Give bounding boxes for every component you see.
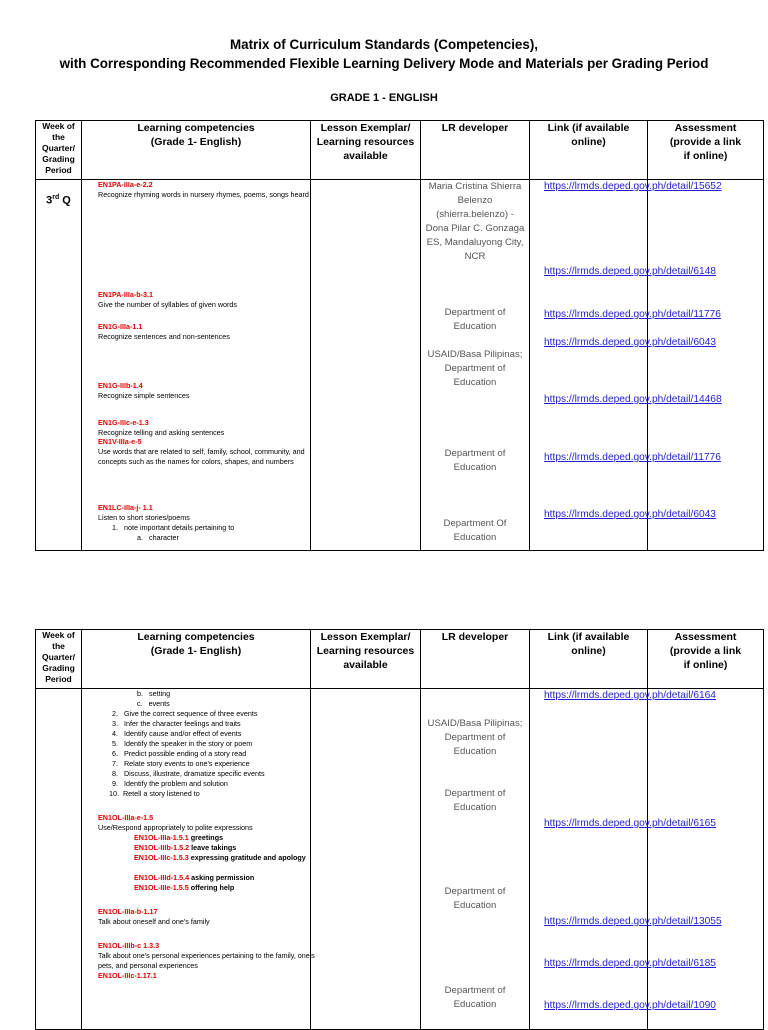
developer-cell bbox=[421, 180, 530, 551]
header-link: Link (if available online) bbox=[530, 630, 648, 689]
sub-item: 3. Infer the character feelings and traits bbox=[112, 719, 241, 728]
competencies-cell bbox=[82, 180, 311, 551]
sub-item: c. events bbox=[137, 699, 170, 708]
header-link: Link (if available online) bbox=[530, 121, 648, 180]
header-developer: LR developer bbox=[421, 630, 530, 689]
competency-table-2 bbox=[35, 629, 764, 1030]
sub-item: 7. Relate story events to one's experience bbox=[112, 759, 250, 768]
competency-code: EN1PA-IIIa-b-3.1 bbox=[98, 290, 153, 299]
sub-item: 9. Identify the problem and solution bbox=[112, 779, 228, 788]
competency-code: EN1G-IIIb-1.4 bbox=[98, 381, 143, 390]
resource-link[interactable]: https://lrmds.deped.gov.ph/detail/11776 bbox=[544, 309, 721, 320]
competency-code: EN1G-IIIc-e-1.3 bbox=[98, 418, 149, 427]
developer-text: Department of Education bbox=[444, 788, 506, 813]
resource-link[interactable]: https://lrmds.deped.gov.ph/detail/6043 bbox=[544, 337, 716, 348]
competency-text: Recognize rhyming words in nursery rhymes, poems, songs heard bbox=[98, 190, 309, 199]
competency-code: EN1LC-IIIa-j- 1.1 bbox=[98, 503, 153, 512]
header-week: Week of the Quarter/ Grading Period bbox=[36, 121, 82, 180]
competency-text: Talk about oneself and one's family bbox=[98, 917, 210, 926]
competency-text: Listen to short stories/poems bbox=[98, 513, 190, 522]
sub-item: a. character bbox=[137, 533, 179, 542]
competencies-cell bbox=[82, 689, 315, 1030]
developer-text: Department of Education bbox=[444, 886, 506, 911]
developer-text: Department of Education bbox=[444, 307, 506, 332]
sub-item: b. setting bbox=[137, 689, 171, 698]
resource-link[interactable]: https://lrmds.deped.gov.ph/detail/6043 bbox=[544, 509, 716, 520]
polite-sub-item: EN1OL-IIIc-1.5.3 expressing gratitude and apology bbox=[134, 853, 306, 862]
polite-sub-item: EN1OL-IIIb-1.5.2 leave takings bbox=[134, 843, 237, 852]
quarter-label: 3rd Q bbox=[46, 194, 71, 207]
competency-text: Use words that are related to self, family, school, community, and concepts such as the names for colors, shapes, and numbers bbox=[98, 447, 305, 466]
competency-code: EN1OL-IIIb-c 1.3.3 bbox=[98, 941, 160, 950]
competency-text: Use/Respond appropriately to polite expressions bbox=[98, 823, 253, 832]
developer-text: Department of Education bbox=[444, 448, 506, 473]
resource-link[interactable]: https://lrmds.deped.gov.ph/detail/6164 bbox=[544, 690, 716, 701]
table-row bbox=[36, 689, 764, 1030]
competency-table-1 bbox=[35, 120, 764, 551]
polite-sub-item: EN1OL-IIIa-1.5.1 greetings bbox=[134, 833, 224, 842]
table-header-row bbox=[36, 630, 764, 689]
developer-text: Department of Education bbox=[444, 985, 506, 1010]
grade-title: GRADE 1 - ENGLISH bbox=[330, 92, 438, 104]
assessment-cell bbox=[648, 180, 764, 551]
resource-link[interactable]: https://lrmds.deped.gov.ph/detail/11776 bbox=[544, 452, 721, 463]
competency-code: EN1OL-IIIa-e-1.5 bbox=[98, 813, 154, 822]
competency-text: Give the number of syllables of given words bbox=[98, 300, 238, 309]
quarter-cell bbox=[36, 689, 82, 1030]
quarter-cell bbox=[36, 180, 82, 551]
link-cell bbox=[530, 689, 722, 1030]
header-exemplar: Lesson Exemplar/ Learning resources available bbox=[311, 121, 421, 180]
document-title-line-2: with Corresponding Recommended Flexible Learning Delivery Mode and Materials per Grading Period bbox=[59, 56, 709, 71]
developer-text: USAID/Basa Pilipinas; Department of Education bbox=[427, 349, 523, 388]
sub-item: 6. Predict possible ending of a story read bbox=[112, 749, 247, 758]
assessment-cell bbox=[648, 689, 764, 1030]
header-competencies: Learning competencies (Grade 1- English) bbox=[82, 630, 311, 689]
competency-text: Recognize simple sentences bbox=[98, 391, 190, 400]
developer-cell bbox=[421, 689, 530, 1030]
developer-text: USAID/Basa Pilipinas; Department of Education bbox=[427, 718, 523, 757]
exemplar-cell bbox=[311, 180, 421, 551]
resource-link[interactable]: https://lrmds.deped.gov.ph/detail/6185 bbox=[544, 958, 716, 969]
competency-code: EN1V-IIIa-e-5 bbox=[98, 437, 142, 446]
resource-link[interactable]: https://lrmds.deped.gov.ph/detail/13055 bbox=[544, 916, 722, 927]
header-exemplar: Lesson Exemplar/ Learning resources available bbox=[311, 630, 421, 689]
resource-link[interactable]: https://lrmds.deped.gov.ph/detail/6148 bbox=[544, 266, 716, 277]
resource-link[interactable]: https://lrmds.deped.gov.ph/detail/14468 bbox=[544, 394, 722, 405]
header-developer: LR developer bbox=[421, 121, 530, 180]
sub-item: 10. Retell a story listened to bbox=[109, 789, 200, 798]
document-title-line-1: Matrix of Curriculum Standards (Competencies), bbox=[229, 37, 539, 52]
link-cell bbox=[530, 180, 722, 551]
sub-item: 8. Discuss, illustrate, dramatize specific events bbox=[112, 769, 265, 778]
header-week: Week of the Quarter/ Grading Period bbox=[36, 630, 82, 689]
competency-code: EN1OL-IIIc-1.17.1 bbox=[98, 971, 157, 980]
polite-sub-item: EN1OL-IIId-1.5.4 asking permission bbox=[134, 873, 255, 882]
developer-text: Maria Cristina Shierra Belenzo (shierra.belenzo) - Dona Pilar C. Gonzaga ES, Mandaluyong City, NCR bbox=[425, 181, 525, 262]
competency-text: Recognize sentences and non-sentences bbox=[98, 332, 230, 341]
competency-code: EN1OL-IIIa-b-1.17 bbox=[98, 907, 158, 916]
sub-item: 1. note important details pertaining to bbox=[112, 523, 235, 532]
polite-sub-item: EN1OL-IIIe-1.5.5 offering help bbox=[134, 883, 235, 892]
table-row bbox=[36, 180, 764, 551]
resource-link[interactable]: https://lrmds.deped.gov.ph/detail/15652 bbox=[544, 181, 722, 192]
developer-text: Department Of Education bbox=[443, 518, 507, 543]
header-assessment: Assessment (provide a link if online) bbox=[648, 630, 764, 689]
competency-text: Talk about one's personal experiences pertaining to the family, one's pets, and personal experiences bbox=[98, 951, 315, 970]
sub-item: 4. Identify cause and/or effect of events bbox=[112, 729, 242, 738]
exemplar-cell bbox=[311, 689, 421, 1030]
competency-code: EN1G-IIIa-1.1 bbox=[98, 322, 143, 331]
header-competencies: Learning competencies (Grade 1- English) bbox=[82, 121, 311, 180]
resource-link[interactable]: https://lrmds.deped.gov.ph/detail/1090 bbox=[544, 1000, 716, 1011]
sub-item: 5. Identify the speaker in the story or poem bbox=[112, 739, 253, 748]
table-header-row bbox=[36, 121, 764, 180]
header-assessment: Assessment (provide a link if online) bbox=[648, 121, 764, 180]
competency-code: EN1PA-IIIa-e-2.2 bbox=[98, 180, 153, 189]
sub-item: 2. Give the correct sequence of three events bbox=[112, 709, 258, 718]
competency-text: Recognize telling and asking sentences bbox=[98, 428, 225, 437]
resource-link[interactable]: https://lrmds.deped.gov.ph/detail/6165 bbox=[544, 818, 716, 829]
